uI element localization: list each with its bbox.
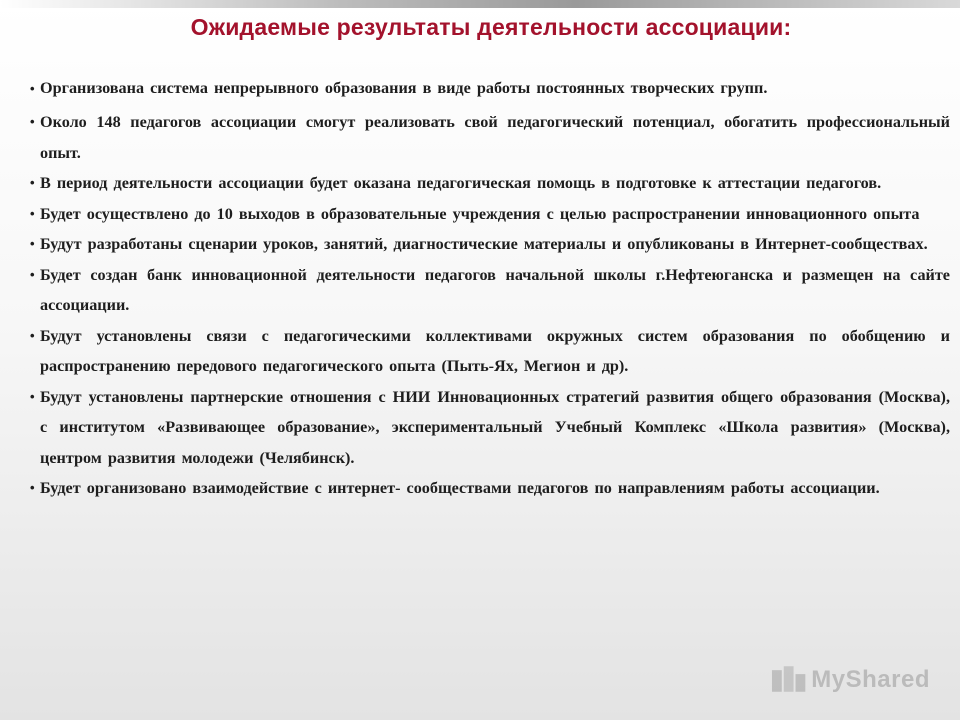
list-item (30, 321, 950, 382)
bullet-icon: • (30, 205, 35, 221)
list-item (30, 78, 950, 99)
bullet-icon: • (30, 266, 35, 282)
list-item-text: Будет организовано взаимодействие с интернет- сообществами педагогов по направлениям работы ассоциации. (40, 479, 880, 497)
results-list (30, 78, 950, 504)
bullet-icon: • (30, 81, 35, 96)
list-item (30, 260, 950, 321)
list-item-text: Будут разработаны сценарии уроков, занятий, диагностические материалы и опубликованы в Интернет-сообществах. (40, 235, 928, 253)
list-item-text: Будут установлены партнерские отношения с НИИ Инновационных стратегий развития общего образования (Москва), с институтом «Развивающее образование», экспериментальный Учебный Комплекс «Школа развития» (Москва), центром развития молодежи (Челябинск). (40, 387, 950, 467)
list-item (30, 199, 950, 230)
bullet-icon: • (30, 388, 35, 404)
myshared-logo-icon (770, 664, 807, 696)
list-item-text: Будут установлены связи с педагогическими коллективами окружных систем образования по обобщению и распространению передового педагогического опыта (Пыть-Ях, Мегион и др). (40, 326, 950, 375)
bullet-icon: • (30, 236, 35, 251)
slide-title: Ожидаемые результаты деятельности ассоциации: (190, 14, 792, 40)
list-item (30, 473, 950, 504)
list-item (30, 382, 950, 474)
list-item-text: В период деятельности ассоциации будет оказана педагогическая помощь в подготовке к аттестации педагогов. (40, 174, 882, 192)
list-item (30, 229, 950, 260)
bullet-icon: • (30, 175, 35, 190)
top-decor-bar (0, 0, 960, 8)
watermark-text: MyShared (811, 666, 930, 693)
list-item-text: Будет осуществлено до 10 выходов в образовательные учреждения с целью распространении инновационного опыта (40, 204, 920, 223)
list-item (30, 168, 950, 199)
bullet-icon: • (30, 114, 35, 129)
bullet-icon: • (30, 480, 35, 495)
list-item (30, 107, 950, 168)
watermark (770, 660, 930, 700)
list-item-text: Будет создан банк инновационной деятельности педагогов начальной школы г.Нефтеюганска и размещен на сайте ассоциации. (40, 265, 950, 314)
list-item-text: Около 148 педагогов ассоциации смогут реализовать свой педагогический потенциал, обогатить профессиональный опыт. (40, 113, 950, 162)
bullet-icon: • (30, 327, 35, 343)
list-item-text: Организована система непрерывного образования в виде работы постоянных творческих групп. (40, 79, 768, 97)
